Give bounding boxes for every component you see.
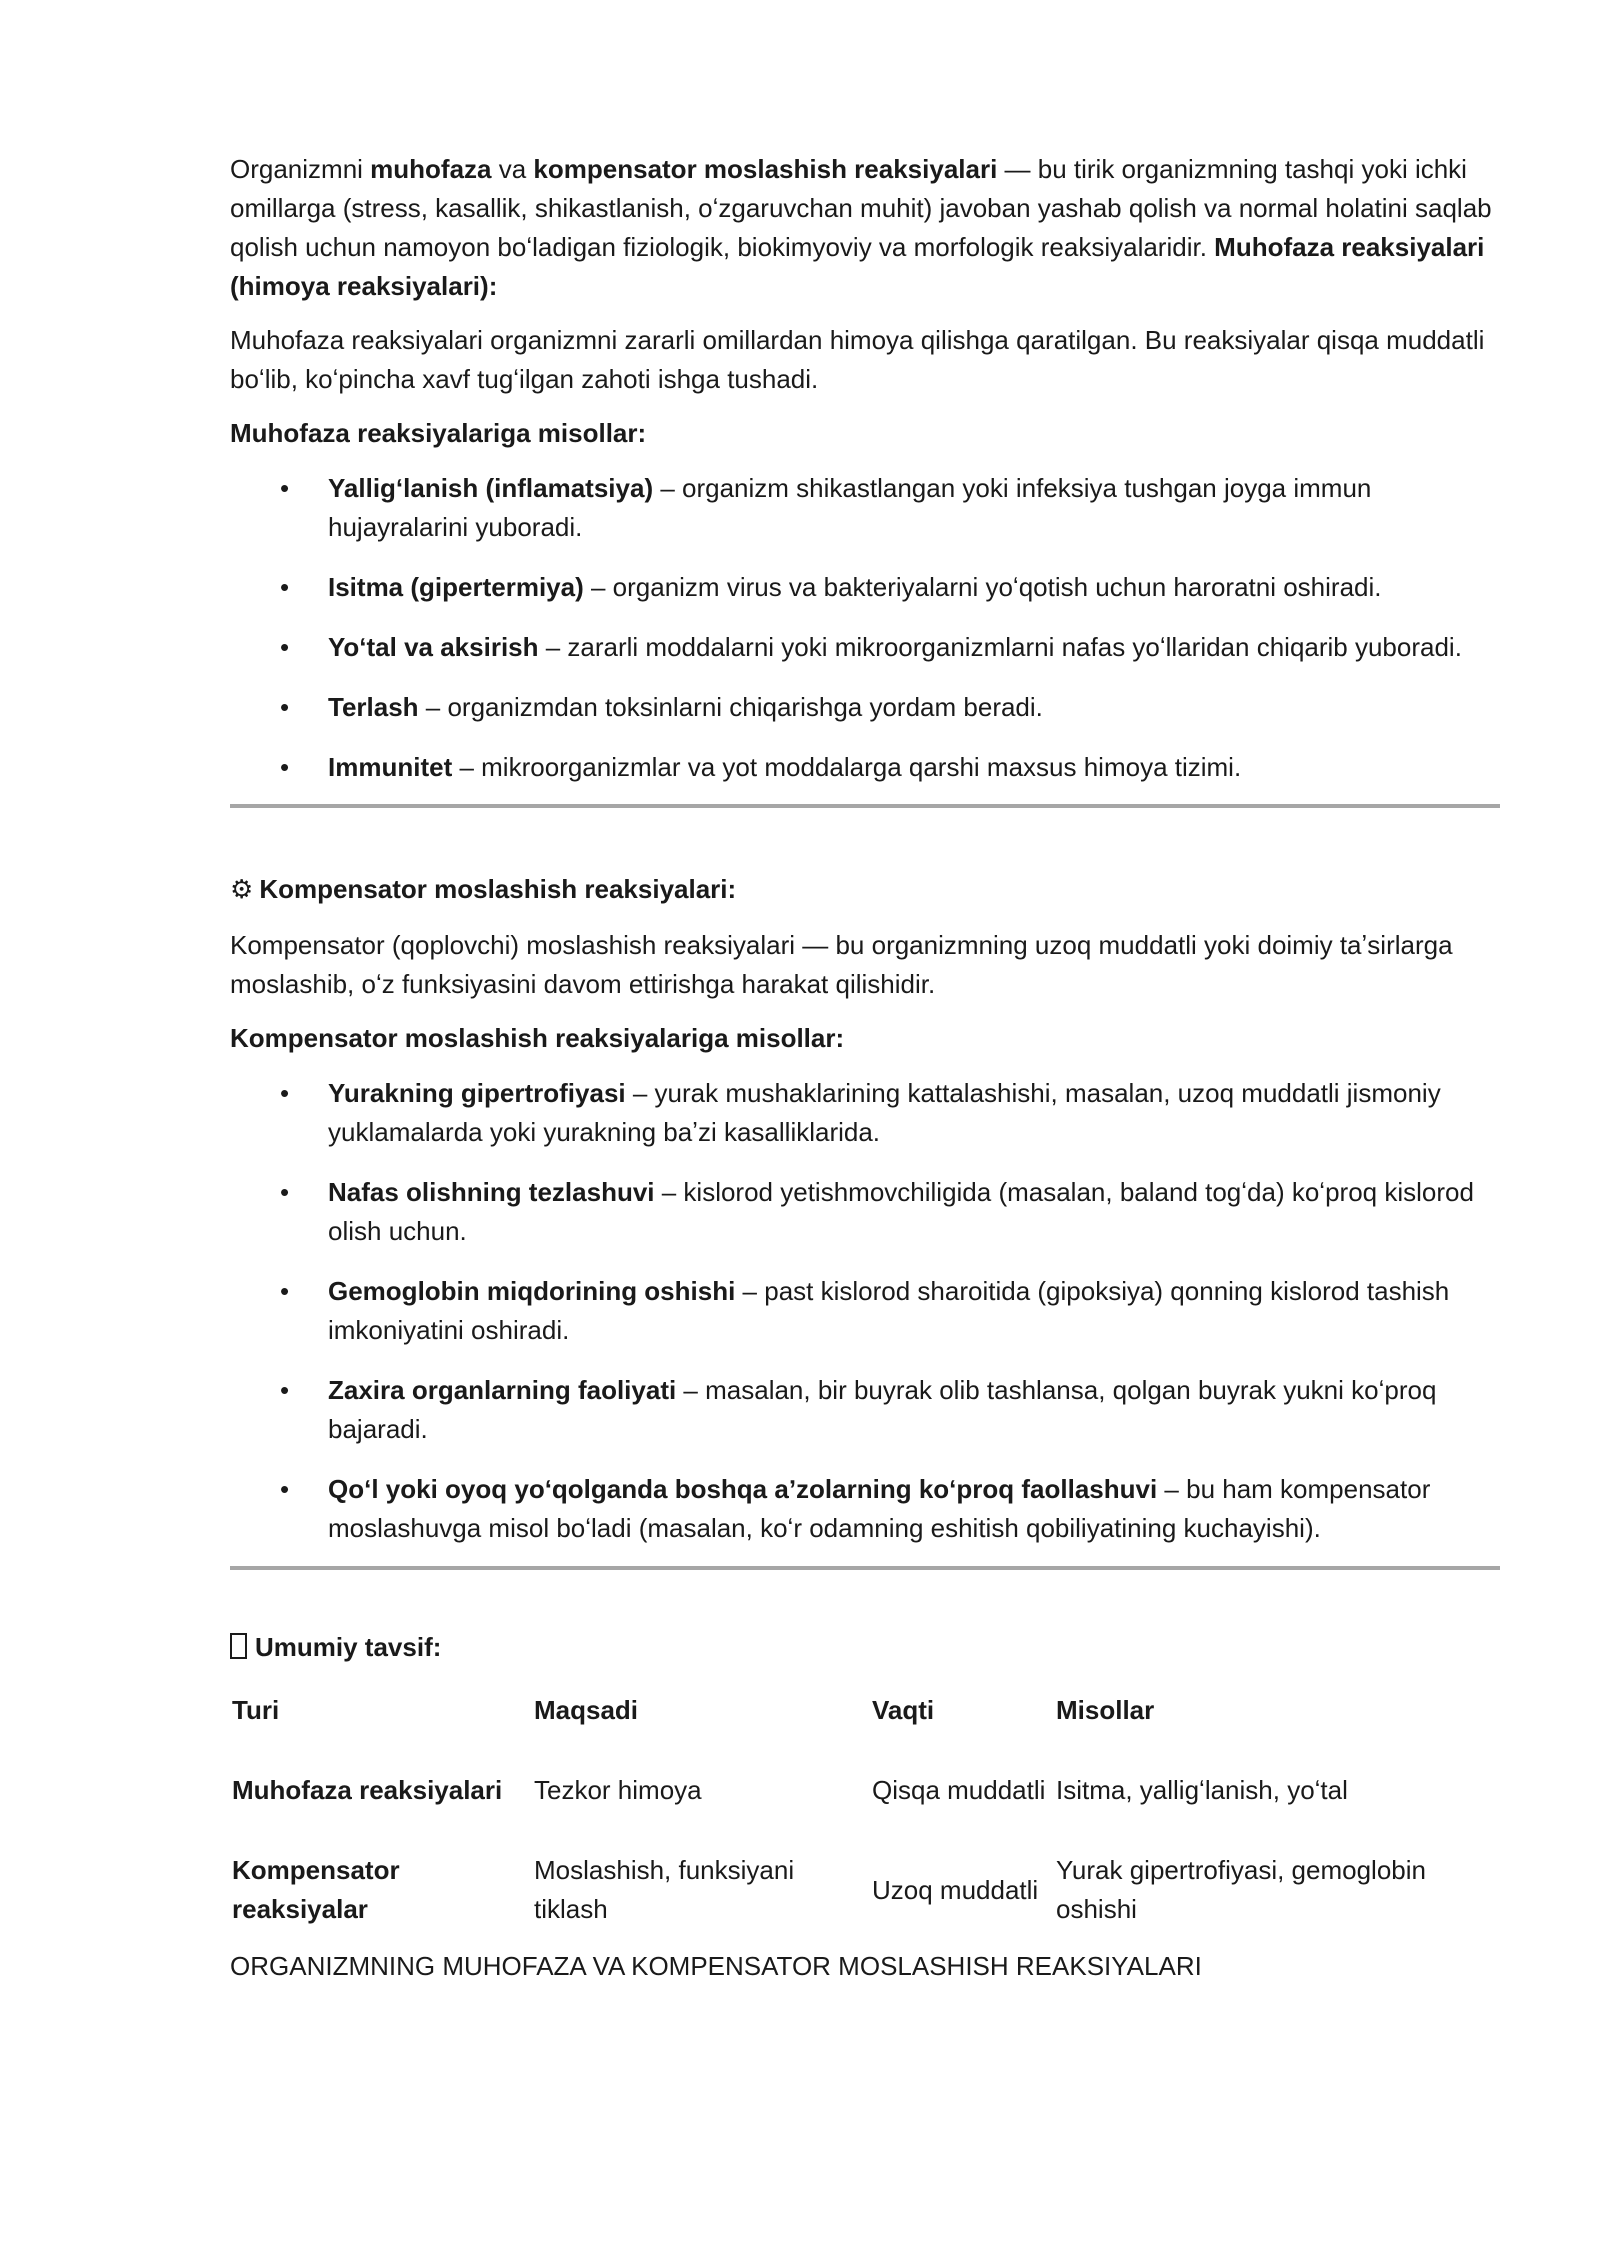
row-type-label: Muhofaza reaksiyalari [232, 1774, 503, 1805]
list-item [230, 1371, 1500, 1449]
item-text: – bu ham kompensator moslashuvga misol boʻladi (masalan, koʻr odamning eshitish qobiliyatining kuchayishi). [328, 1474, 1431, 1543]
table-cell: Yurak gipertrofiyasi, gemoglobin oshishi [1056, 1855, 1426, 1924]
item-term: Yalligʻlanish (inflamatsiya) [328, 473, 654, 503]
bullet-icon: • [280, 692, 290, 722]
intro-bold-term: kompensator moslashish reaksiyalari [533, 154, 998, 184]
bullet-icon: • [280, 1078, 290, 1108]
compensatory-heading-text: Kompensator moslashish reaksiyalari: [259, 874, 737, 904]
compensatory-description: Kompensator (qoplovchi) moslashish reaksiyalari — bu organizmning uzoq muddatli yoki doimiy taʼsirlarga moslashib, oʻz funksiyasini davom ettirishga harakat qilishidir. [230, 930, 1453, 999]
table-cell [230, 1841, 532, 1939]
compensatory-section-heading [230, 870, 1500, 910]
list-item [230, 1272, 1500, 1350]
protective-examples-list [230, 469, 1500, 787]
bullet-icon: • [280, 632, 290, 662]
list-item [230, 688, 1500, 727]
protective-examples-heading: Muhofaza reaksiyalariga misollar: [230, 418, 647, 448]
item-term: Qoʻl yoki oyoq yoʻqolganda boshqa aʼzolarning koʻproq faollashuvi [328, 1474, 1158, 1504]
table-cell: Uzoq muddatli [872, 1874, 1039, 1905]
document-footer-title: ORGANIZMNING MUHOFAZA VA KOMPENSATOR MOSLASHISH REAKSIYALARI [230, 1951, 1202, 1981]
column-header: Turi [232, 1694, 280, 1725]
list-item [230, 628, 1500, 667]
item-term: Nafas olishning tezlashuvi [328, 1177, 655, 1207]
item-text: – mikroorganizmlar va yot moddalarga qarshi maxsus himoya tizimi. [452, 752, 1242, 782]
intro-bold-term: muhofaza [370, 154, 492, 184]
protective-section-heading: Muhofaza reaksiyalari (himoya reaksiyalari): [230, 232, 1485, 301]
section-divider [230, 1566, 1500, 1570]
item-term: Gemoglobin miqdorining oshishi [328, 1276, 736, 1306]
intro-text: va [491, 154, 534, 184]
summary-section-heading [230, 1628, 1500, 1667]
item-text: – past kislorod sharoitida (gipoksiya) qonning kislorod tashish imkoniyatini oshiradi. [328, 1276, 1450, 1345]
table-cell: Isitma, yalligʻlanish, yoʻtal [1056, 1774, 1348, 1805]
bullet-icon: • [280, 1375, 290, 1405]
table-cell [230, 1739, 532, 1841]
column-header: Misollar [1056, 1694, 1155, 1725]
bullet-icon: • [280, 473, 290, 503]
table-row [230, 1739, 1500, 1841]
item-text: – yurak mushaklarining kattalashishi, masalan, uzoq muddatli jismoniy yuklamalarda yoki yurakning baʼzi kasalliklarida. [328, 1078, 1441, 1147]
item-term: Terlash [328, 692, 419, 722]
item-text: – masalan, bir buyrak olib tashlansa, qolgan buyrak yukni koʻproq bajaradi. [328, 1375, 1437, 1444]
intro-paragraph [230, 150, 1500, 306]
table-cell: Qisqa muddatli [872, 1774, 1046, 1805]
list-item [230, 469, 1500, 547]
item-text: – organizmdan toksinlarni chiqarishga yordam beradi. [418, 692, 1043, 722]
compensatory-examples-list [230, 1074, 1500, 1548]
item-text: – organizm shikastlangan yoki infeksiya tushgan joyga immun hujayralarini yuboradi. [328, 473, 1372, 542]
item-term: Yurakning gipertrofiyasi [328, 1078, 626, 1108]
protective-description: Muhofaza reaksiyalari organizmni zararli omillardan himoya qilishga qaratilgan. Bu reaksiyalar qisqa muddatli boʻlib, koʻpincha xavf tugʻilgan zahoti ishga tushadi. [230, 325, 1485, 394]
list-item [230, 1173, 1500, 1251]
table-row [230, 1841, 1500, 1939]
bullet-icon: • [280, 1474, 290, 1504]
bullet-icon: • [280, 572, 290, 602]
table-header-row [230, 1681, 1500, 1739]
item-text: – kislorod yetishmovchiligida (masalan, baland togʻda) koʻproq kislorod olish uchun. [328, 1177, 1474, 1246]
list-item [230, 1470, 1500, 1548]
column-header: Vaqti [872, 1694, 935, 1725]
list-item [230, 748, 1500, 787]
list-item [230, 1074, 1500, 1152]
row-type-label: Kompensator reaksiyalar [232, 1855, 400, 1924]
intro-text: — bu tirik organizmning tashqi yoki ichki omillarga (stress, kasallik, shikastlanish, oʻzgaruvchan muhit) javoban yashab qolish va normal holatini saqlab qolish uchun namoyon boʻladigan fiziologik, biokimyoviy va morfologik reaksiyalaridir. [230, 154, 1492, 262]
section-divider [230, 804, 1500, 808]
item-term: Immunitet [328, 752, 453, 782]
compensatory-examples-heading: Kompensator moslashish reaksiyalariga misollar: [230, 1023, 845, 1053]
bullet-icon: • [280, 752, 290, 782]
item-term: Zaxira organlarning faoliyati [328, 1375, 677, 1405]
gear-icon: ⚙ [230, 875, 254, 905]
intro-text: Organizmni [230, 154, 371, 184]
item-term: Yoʻtal va aksirish [328, 632, 539, 662]
bullet-icon: • [280, 1177, 290, 1207]
table-cell: Tezkor himoya [534, 1774, 702, 1805]
item-text: – organizm virus va bakteriyalarni yoʻqotish uchun haroratni oshiradi. [583, 572, 1382, 602]
table-cell: Moslashish, funksiyani tiklash [534, 1855, 795, 1924]
item-text: – zararli moddalarni yoki mikroorganizmlarni nafas yoʻllaridan chiqarib yuboradi. [538, 632, 1462, 662]
bullet-icon: • [280, 1276, 290, 1306]
column-header: Maqsadi [534, 1694, 639, 1725]
list-item [230, 568, 1500, 607]
summary-heading-text: Umumiy tavsif: [255, 1632, 442, 1662]
document-body [230, 150, 1500, 1986]
item-term: Isitma (gipertermiya) [328, 572, 584, 602]
missing-glyph-box-icon [230, 1633, 247, 1659]
summary-table [230, 1681, 1500, 1939]
